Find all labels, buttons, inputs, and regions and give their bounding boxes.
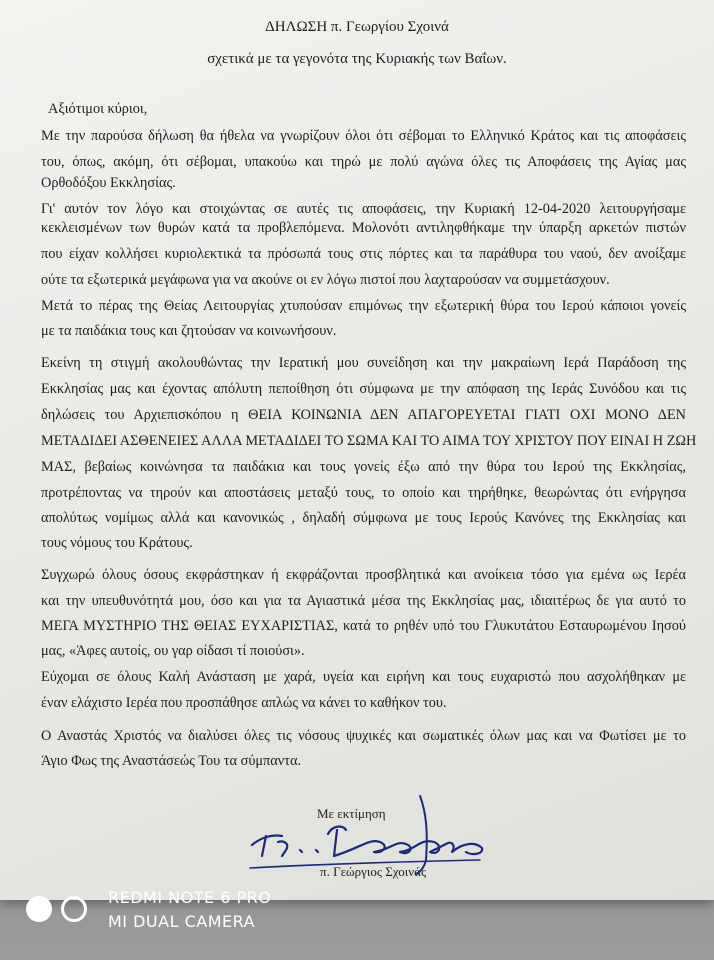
text-line: με τα παιδάκια τους και ζητούσαν να κοινωνήσουν.: [41, 323, 337, 339]
text-line: Ορθοδόξου Εκκλησίας.: [41, 175, 176, 191]
signer-name: π. Γεώργιος Σχοινάς: [320, 864, 427, 879]
salutation: Αξιότιμοι κύριοι,: [48, 101, 148, 117]
closing-text: Με εκτίμηση: [317, 806, 386, 821]
text-line: έναν ελάχιστο Ιερέα που προσπάθησε απλώς να κάνει το καθήκον του.: [41, 695, 447, 711]
text-line: ΜΑΣ, βεβαίως κοινώνησα τα παιδάκια και τους γονείς έξω από την θύρα του Ιερού της Εκκλησίας,: [41, 459, 686, 475]
camera-feature-watermark: MI DUAL CAMERA: [108, 912, 256, 931]
text-line: Άγιο Φως της Αναστάσεώς Του τα σύμπαντα.: [41, 753, 302, 769]
document-title: ΔΗΛΩΣΗ π. Γεωργίου Σχοινά: [265, 19, 449, 35]
text-line: και την υπευθυνότητά μου, όσο και για τα Αγιαστικά μέσα της Εκκλησίας μας, ιδιαιτέρως δε για αυτό το: [41, 593, 686, 609]
text-line: Με την παρούσα δήλωση θα ήθελα να γνωρίζουν όλοι ότι σέβομαι το Ελληνικό Κράτος και τις αποφάσεις: [41, 128, 686, 144]
text-line: Εκείνη τη στιγμή ακολουθώντας την Ιερατική μου συνείδηση και την μακραίωνη Ιερά Παράδοση της: [41, 355, 686, 371]
text-line: Γι' αυτόν τον λόγο και στοιχώντας σε αυτές τις αποφάσεις, την Κυριακή 12-04-2020 λειτουργήσαμε: [41, 201, 686, 217]
dual-camera-dot-icon: [26, 896, 52, 922]
text-line: Εύχομαι σε όλους Καλή Ανάσταση με χαρά, υγεία και ειρήνη και τους ευχαριστώ που ασχολήθηκαν με: [41, 669, 686, 685]
text-line: Ο Αναστάς Χριστός να διαλύσει όλες τις νόσους ψυχικές και σωματικές όλων μας και να Φωτίσει με το: [41, 728, 686, 744]
document-subtitle: σχετικά με τα γεγονότα της Κυριακής των Βαΐων.: [207, 51, 507, 67]
text-line: Συγχωρώ όλους όσους εκφράστηκαν ή εκφράζονται προσβλητικά και ανοίκεια τόσο για εμένα ως Ιερέα: [41, 567, 686, 583]
text-line: κεκλεισμένων των θυρών κατά τα προβλεπόμενα. Μολονότι αντιληφθήκαμε την ύπαρξη αρκετών πιστών: [41, 220, 686, 236]
text-line: μας, «Άφες αυτοίς, ου γαρ οίδασι τί ποιούσι».: [41, 643, 305, 659]
text-line: ΜΕΤΑΔΙΔΕΙ ΑΣΘΕΝΕΙΕΣ ΑΛΛΑ ΜΕΤΑΔΙΔΕΙ ΤΟ ΣΩΜΑ ΚΑΙ ΤΟ ΑΙΜΑ ΤΟΥ ΧΡΙΣΤΟΥ ΠΟΥ ΕΙΝΑΙ Η ΖΩΗ: [41, 433, 697, 449]
text-line: Μετά το πέρας της Θείας Λειτουργίας χτυπούσαν επιμόνως την εξωτερική θύρα του Ιερού κάποιοι γονείς: [41, 298, 686, 314]
text-line: τους νόμους του Κράτους.: [41, 535, 193, 551]
text-line: ούτε τα εξωτερικά μεγάφωνα για να ακούνε οι εν λόγω πιστοί που λαχταρούσαν να συμμετάσχουν.: [41, 272, 610, 288]
text-line: δηλώσεις του Αρχιεπισκόπου η ΘΕΙΑ ΚΟΙΝΩΝΙΑ ΔΕΝ ΑΠΑΓΟΡΕΥΕΤΑΙ ΓΙΑΤΙ ΟΧΙ ΜΟΝΟ ΔΕΝ: [41, 407, 686, 423]
text-line: προτρέποντας να τηρούν και αποστάσεις μεταξύ τους, το οποίο και τηρήθηκε, θεωρώντας ότι ενήργησα: [41, 485, 686, 501]
text-line: Εκκλησίας μας και έχοντας απόλυτη πεποίθηση ότι σύμφωνα με την απόφαση της Ιεράς Συνόδου και τις: [41, 381, 686, 397]
text-line: που είχαν κολλήσει κυριολεκτικά τα πρόσωπά τους στις πόρτες και τα παράθυρα του ναού, δεν ανοίξαμε: [41, 246, 686, 262]
text-line: του, όπως, ακόμη, ότι σέβομαι, υπακούω και τηρώ με πολύ αγώνα όλες τις Αποφάσεις της Αγίας μας: [41, 154, 686, 170]
text-line: απολύτως νομίμως αλλά και κανονικώς , δηλαδή σύμφωνα με τους Ιερούς Κανόνες της Εκκλησίας και: [41, 510, 686, 526]
dual-camera-ring-icon: [61, 896, 87, 922]
camera-model-watermark: REDMI NOTE 6 PRO: [108, 888, 272, 907]
text-line: ΜΕΓΑ ΜΥΣΤΗΡΙΟ ΤΗΣ ΘΕΙΑΣ ΕΥΧΑΡΙΣΤΙΑΣ, κατά το ρηθέν υπό του Γλυκυτάτου Εσταυρωμένου Ιησού: [41, 618, 686, 634]
